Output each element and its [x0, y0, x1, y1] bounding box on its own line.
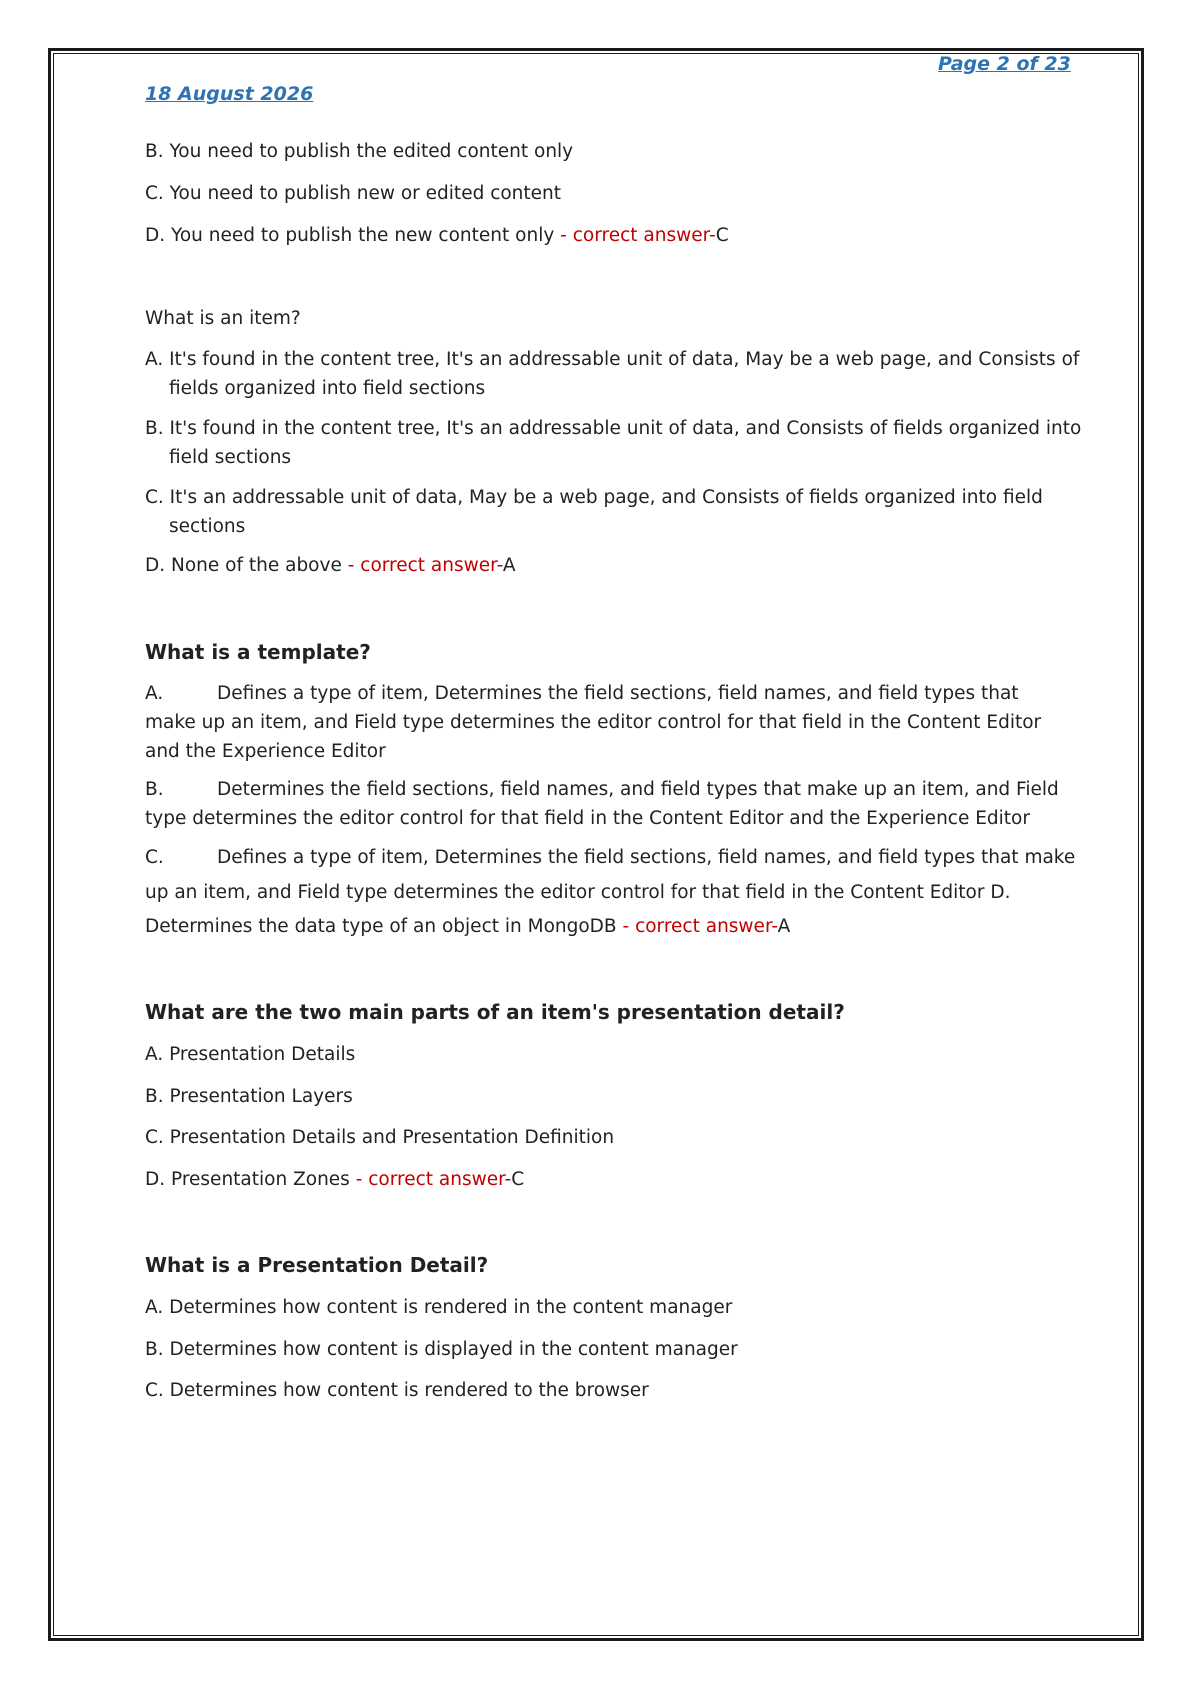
option-a: A. Determines how content is rendered in the content manager: [145, 1297, 733, 1318]
question-heading: What are the two main parts of an item's presentation detail?: [145, 1000, 845, 1024]
option-a: A. Presentation Details: [145, 1044, 356, 1065]
option-b: [145, 775, 1065, 833]
option-label: C.: [145, 847, 164, 868]
date-link[interactable]: 18 August 2026: [145, 83, 314, 105]
option-label: A.: [145, 683, 164, 704]
option-text: Determines the data type of an object in MongoDB: [145, 916, 623, 937]
option-a: A. It's found in the content tree, It's an addressable unit of data, May be a web page, and Consists of fields organized into field sections: [145, 349, 1080, 399]
question-heading: What is a template?: [145, 640, 371, 664]
option-c: C. Presentation Details and Presentation Definition: [145, 1127, 615, 1148]
option-d: [145, 221, 1065, 250]
correct-answer-marker: - correct answer-: [622, 916, 778, 937]
question-text: What is an item?: [145, 308, 301, 329]
question-heading: What is a Presentation Detail?: [145, 1253, 489, 1277]
option-d: [145, 912, 1065, 941]
option-c: [145, 843, 1076, 872]
correct-answer-letter: A: [777, 916, 791, 937]
option-text: D. Presentation Zones: [145, 1169, 356, 1190]
option-label: B.: [145, 779, 164, 800]
correct-answer-marker: - correct answer-: [347, 555, 503, 576]
option-d: [145, 551, 1065, 580]
correct-answer-letter: C: [511, 1169, 525, 1190]
option-c: C. It's an addressable unit of data, May be a web page, and Consists of fields organized into field sections: [145, 487, 1043, 537]
option-b: B. Presentation Layers: [145, 1086, 353, 1107]
option-text: D. You need to publish the new content only: [145, 225, 561, 246]
page-number-link[interactable]: Page 2 of 23: [938, 53, 1071, 75]
option-c: C. You need to publish new or edited content: [145, 183, 562, 204]
option-d: [145, 1165, 1065, 1194]
option-c-continued: up an item, and Field type determines the editor control for that field in the Content Editor D.: [145, 882, 1011, 903]
option-b: B. It's found in the content tree, It's an addressable unit of data, and Consists of fields organized into field sections: [145, 418, 1082, 468]
option-a: [145, 679, 1065, 766]
option-text: Defines a type of item, Determines the field sections, field names, and field types that make: [217, 847, 1076, 868]
correct-answer-marker: - correct answer-: [560, 225, 716, 246]
option-b: B. Determines how content is displayed in the content manager: [145, 1339, 738, 1360]
option-text: Determines the field sections, field names, and field types that make up an item, and Field type determines the editor control for that field in the Content Editor and the Experience Editor: [145, 779, 1059, 829]
correct-answer-letter: C: [715, 225, 729, 246]
correct-answer-letter: A: [502, 555, 516, 576]
option-text: Defines a type of item, Determines the field sections, field names, and field types that make up an item, and Field type determines the editor control for that field in the Content Editor and the Experience Editor: [145, 683, 1042, 762]
option-b: B. You need to publish the edited content only: [145, 141, 574, 162]
option-text: D. None of the above: [145, 555, 348, 576]
correct-answer-marker: - correct answer-: [355, 1169, 512, 1190]
option-c: C. Determines how content is rendered to the browser: [145, 1380, 649, 1401]
